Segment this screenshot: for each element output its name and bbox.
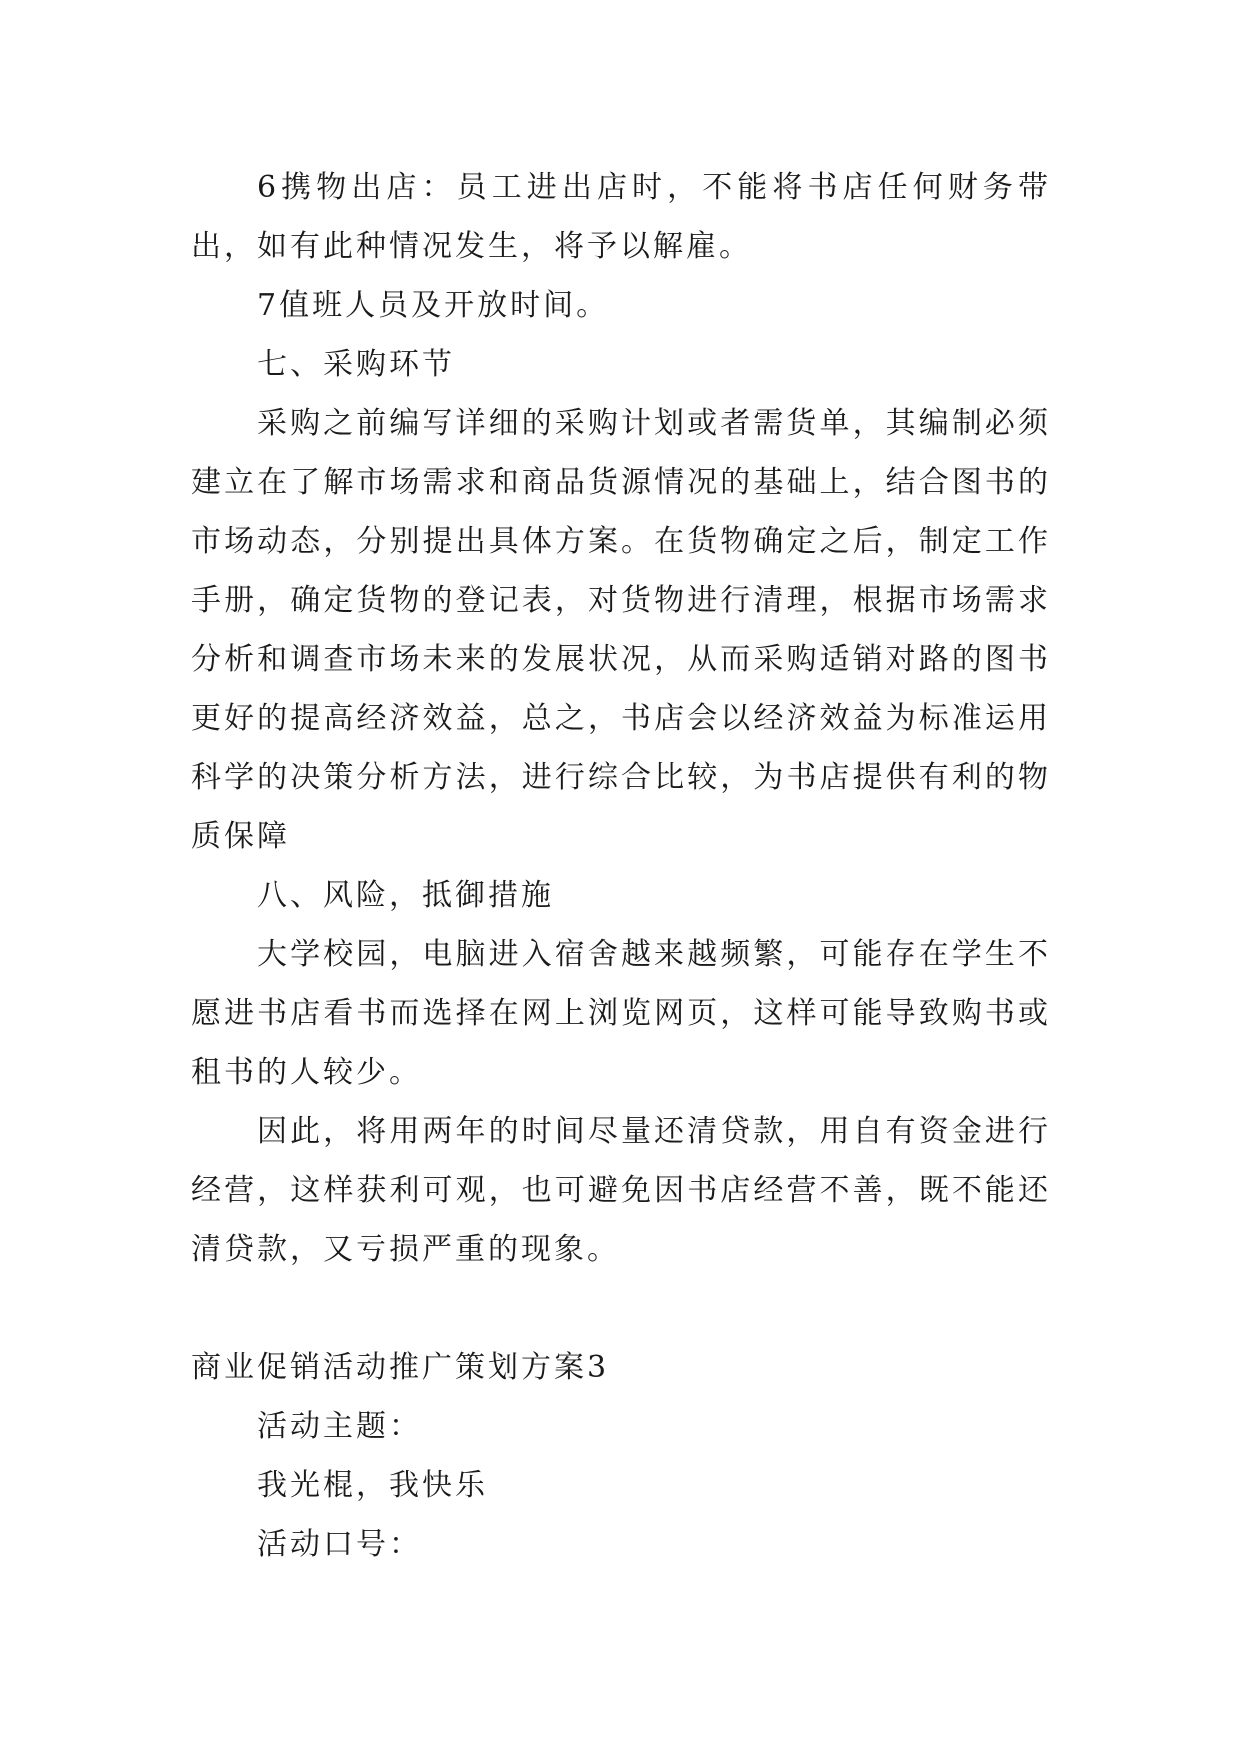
paragraph-activity-theme: 我光棍，我快乐 bbox=[257, 1468, 488, 1503]
paragraph-activity-slogan-label: 活动口号： bbox=[257, 1527, 422, 1562]
paragraph-duty-hours: 7值班人员及开放时间。 bbox=[257, 288, 610, 323]
paragraph-procurement: 采购之前编写详细的采购计划或者需货单，其编制必须建立在了解市场需求和商品货源情况的基础上，结合图书的市场动态，分别提出具体方案。在货物确定之后，制定工作手册，确定货物的登记表，对货物进行清理，根据市场需求分析和调查市场未来的发展状况，从而采购适销对路的图书更好的提高经济效益，总之，书店会以经济效益为标准运用科学的决策分析方法，进行综合比较，为书店提供有利的物质保障 bbox=[191, 406, 1051, 854]
section-heading: 商业促销活动推广策划方案3 bbox=[191, 1350, 610, 1385]
paragraph-countermeasure: 因此，将用两年的时间尽量还清贷款，用自有资金进行经营，这样获利可观，也可避免因书店经营不善，既不能还清贷款，又亏损严重的现象。 bbox=[191, 1114, 1051, 1267]
paragraph-carry-out-rule: 6携物出店：员工进出店时，不能将书店任何财务带出，如有此种情况发生，将予以解雇。 bbox=[191, 170, 1051, 264]
section-gap bbox=[191, 1279, 1051, 1338]
document-body bbox=[191, 158, 1051, 1574]
paragraph-risk: 大学校园，电脑进入宿舍越来越频繁，可能存在学生不愿进书店看书而选择在网上浏览网页，这样可能导致购书或租书的人较少。 bbox=[191, 937, 1051, 1090]
paragraph-activity-theme-label: 活动主题： bbox=[257, 1409, 422, 1444]
heading-risk: 八、风险，抵御措施 bbox=[257, 878, 554, 913]
heading-procurement: 七、采购环节 bbox=[257, 347, 455, 382]
